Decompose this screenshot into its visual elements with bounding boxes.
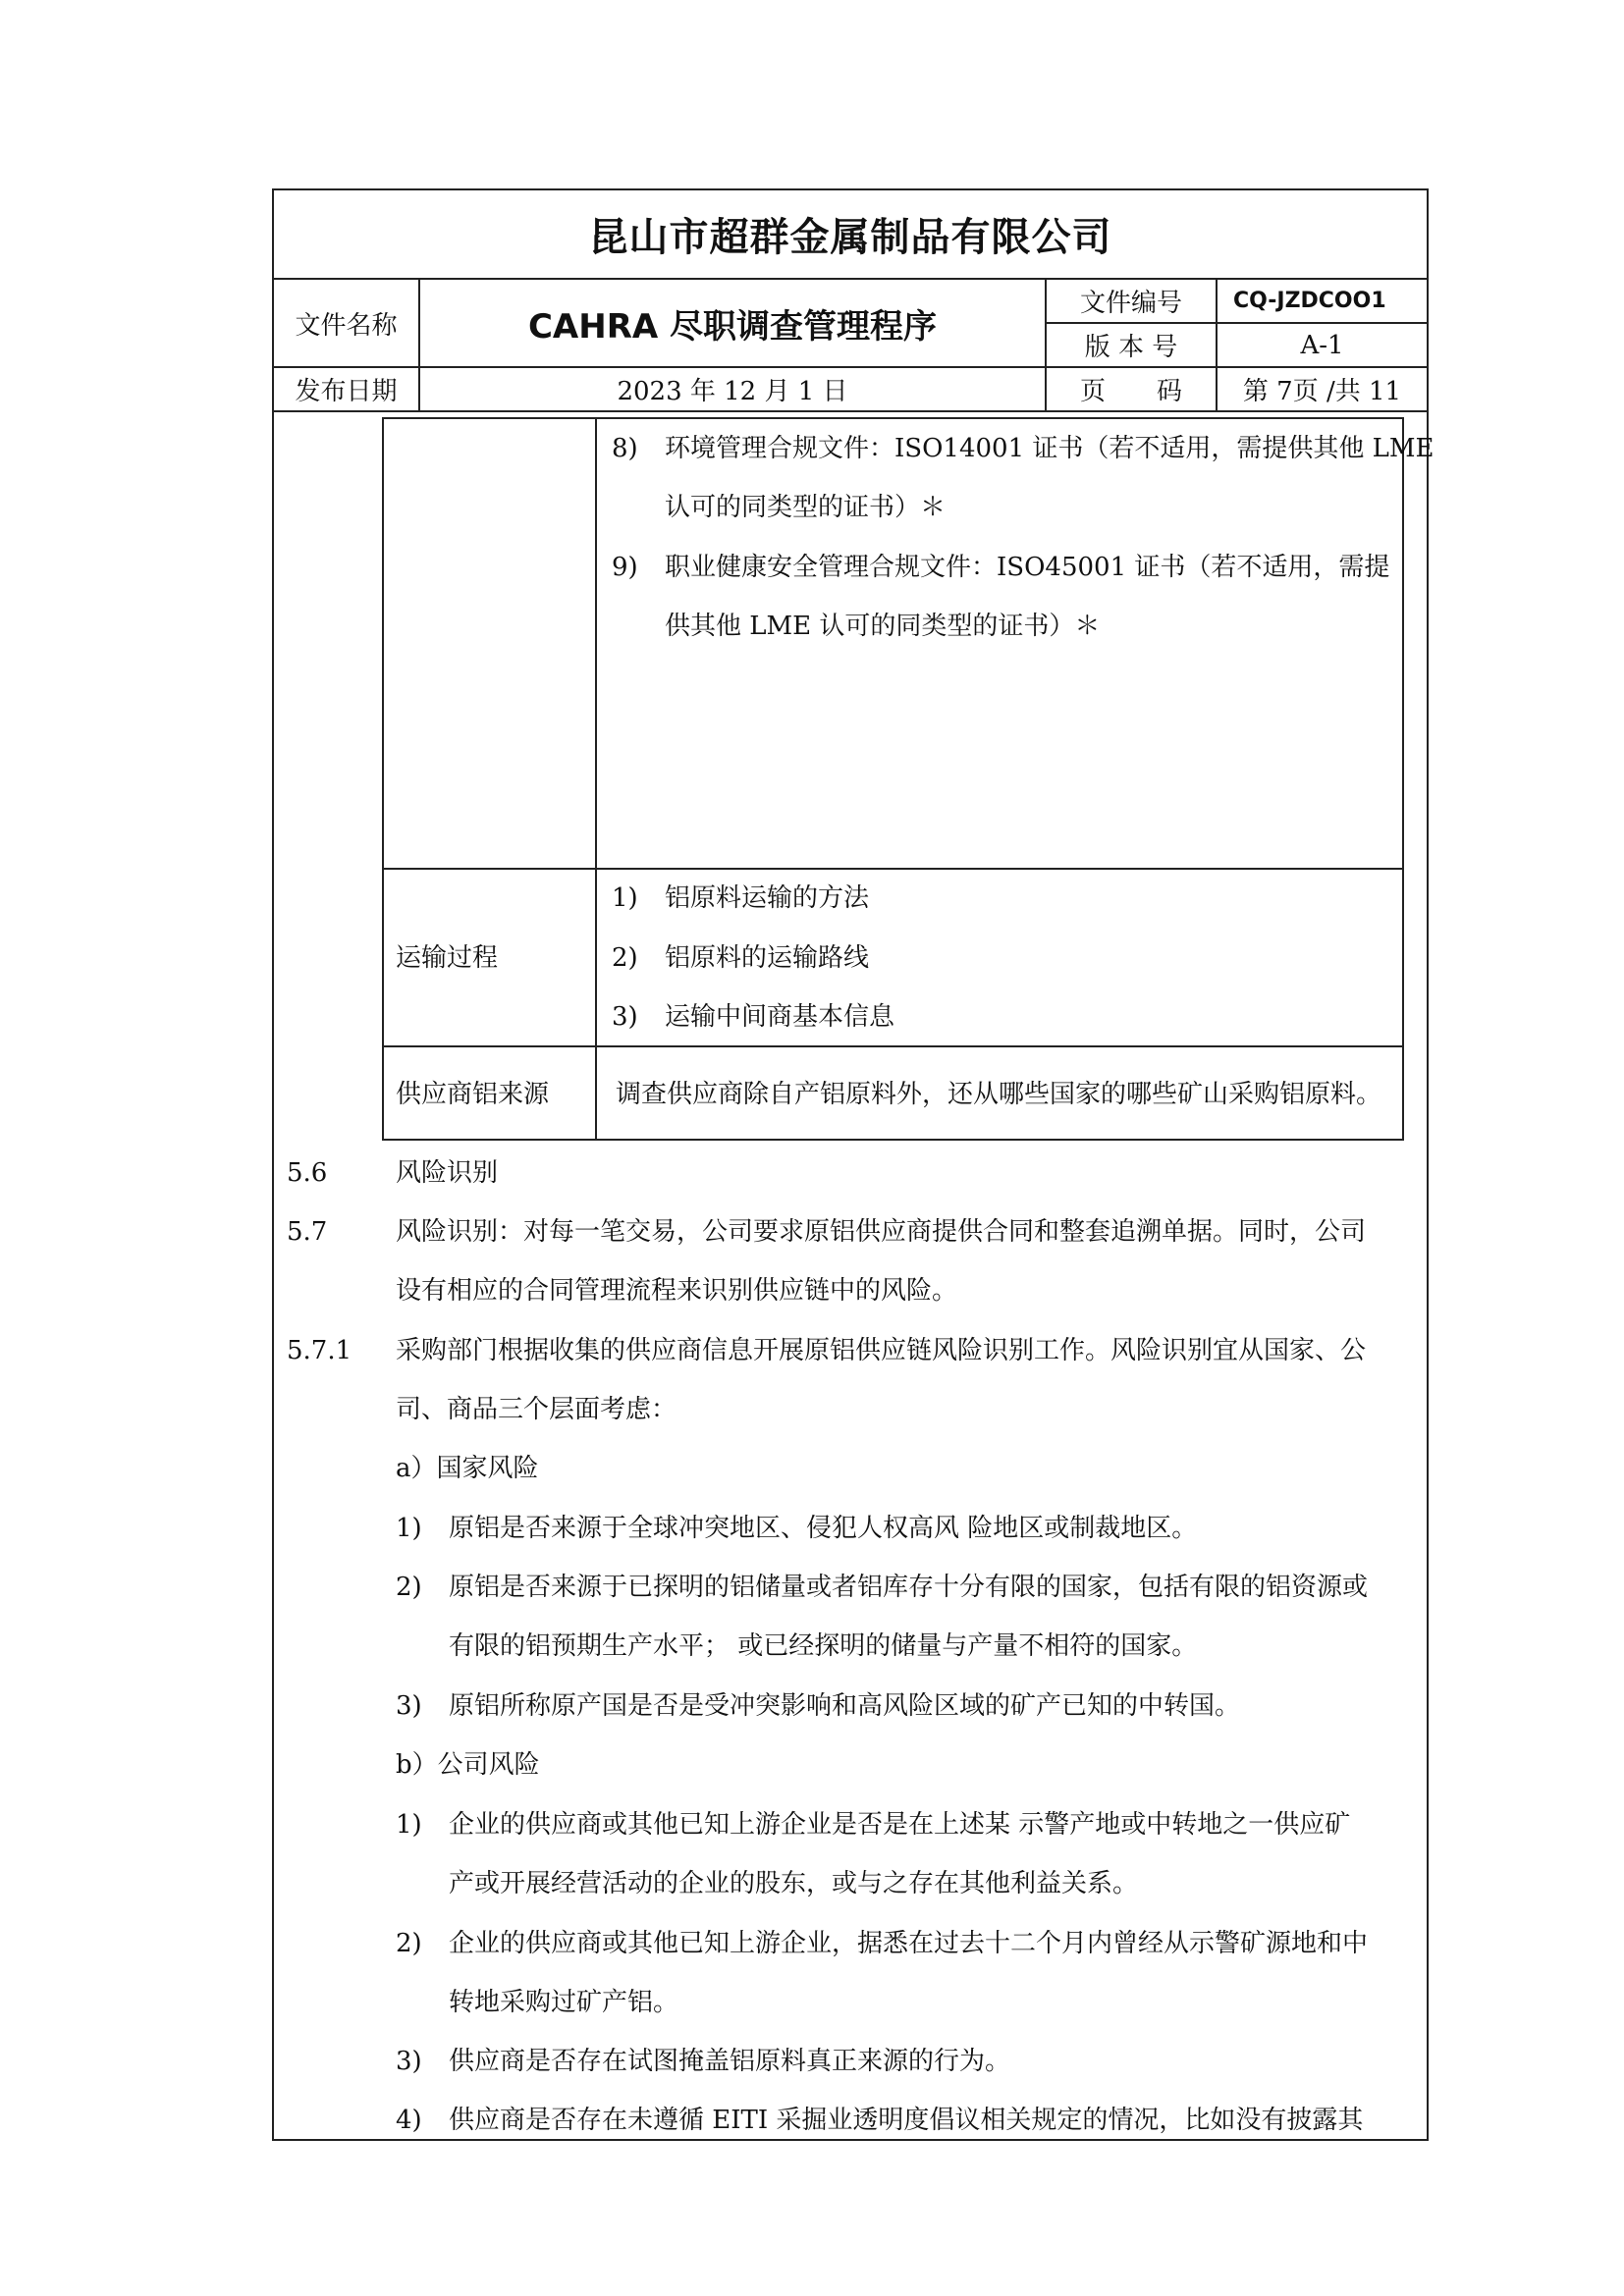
version-value: A-1 <box>1300 330 1344 360</box>
list-number: 2) <box>396 1929 422 1958</box>
list-item: 供应商是否存在试图掩盖铝原料真正来源的行为。 <box>449 2047 1011 2076</box>
section-number: 5.6 <box>287 1158 328 1188</box>
paragraph-line: 风险识别：对每一笔交易，公司要求原铝供应商提供合同和整套追溯单据。同时，公司 <box>396 1217 1367 1247</box>
list-number: 1) <box>396 1514 422 1543</box>
file-number: CQ-JZDCOO1 <box>1233 289 1386 313</box>
release-date-label: 发布日期 <box>295 377 398 406</box>
requirements-table <box>382 417 1404 1141</box>
company-name: 昆山市超群金属制品有限公司 <box>588 214 1112 260</box>
version-label: 版 本 号 <box>1084 333 1178 362</box>
file-name-label: 文件名称 <box>295 310 398 341</box>
list-item: 供应商是否存在未遵循 EITI 采掘业透明度倡议相关规定的情况，比如没有披露其 <box>449 2106 1364 2135</box>
list-number: 1) <box>396 1810 422 1840</box>
list-item: 有限的铝预期生产水平； 或已经探明的储量与产量不相符的国家。 <box>449 1631 1198 1661</box>
page-label: 页 码 <box>1079 377 1182 406</box>
list-item: 原铝所称原产国是否是受冲突影响和高风险区域的矿产已知的中转国。 <box>449 1691 1241 1721</box>
release-date: 2023 年 12 月 1 日 <box>617 377 848 406</box>
requirement-text: 供其他 LME 认可的同类型的证书）＊ <box>665 612 1101 641</box>
list-number: 3) <box>396 1691 422 1721</box>
list-number: 2) <box>396 1573 422 1602</box>
requirement-text: 职业健康安全管理合规文件：ISO45001 证书（若不适用，需提 <box>665 553 1390 582</box>
list-item: 原铝是否来源于已探明的铝储量或者铝库存十分有限的国家，包括有限的铝资源或 <box>449 1573 1369 1602</box>
header-divider <box>272 410 1429 412</box>
page-number: 第 7页 /共 11 <box>1242 377 1402 406</box>
table-divider <box>382 1045 1404 1047</box>
list-item: 企业的供应商或其他已知上游企业，据悉在过去十二个月内曾经从示警矿源地和中 <box>449 1929 1369 1958</box>
list-number: 3) <box>612 1002 638 1032</box>
transport-item: 铝原料的运输路线 <box>665 943 870 973</box>
list-item: 产或开展经营活动的企业的股东，或与之存在其他利益关系。 <box>449 1869 1139 1898</box>
list-number: 2) <box>612 943 638 973</box>
section-number: 5.7 <box>287 1217 328 1247</box>
list-number: 8) <box>612 434 638 463</box>
paragraph-line: 设有相应的合同管理流程来识别供应链中的风险。 <box>396 1276 958 1306</box>
requirement-text: 认可的同类型的证书）＊ <box>665 493 947 522</box>
paragraph-line: 采购部门根据收集的供应商信息开展原铝供应链风险识别工作。风险识别宜从国家、公 <box>396 1336 1367 1365</box>
subheading-company-risk: b）公司风险 <box>396 1750 540 1780</box>
requirement-text: 环境管理合规文件：ISO14001 证书（若不适用，需提供其他 LME <box>665 434 1435 463</box>
row-label-source: 供应商铝来源 <box>396 1080 550 1109</box>
list-number: 3) <box>396 2047 422 2076</box>
transport-item: 运输中间商基本信息 <box>665 1002 895 1032</box>
table-divider <box>382 868 1404 870</box>
list-number: 4) <box>396 2106 422 2135</box>
table-divider <box>595 417 597 1141</box>
transport-item: 铝原料运输的方法 <box>665 883 870 913</box>
section-number: 5.7.1 <box>287 1336 352 1365</box>
document-title: CAHRA 尽职调查管理程序 <box>527 306 938 347</box>
list-number: 1) <box>612 883 638 913</box>
list-item: 转地采购过矿产铝。 <box>449 1988 679 2017</box>
source-text: 调查供应商除自产铝原料外，还从哪些国家的哪些矿山采购铝原料。 <box>616 1080 1382 1109</box>
section-heading: 风险识别 <box>396 1158 499 1188</box>
file-number-label: 文件编号 <box>1079 289 1182 318</box>
list-number: 9) <box>612 553 638 582</box>
row-label-transport: 运输过程 <box>396 943 499 973</box>
subheading-country-risk: a）国家风险 <box>396 1454 539 1483</box>
list-item: 企业的供应商或其他已知上游企业是否是在上述某 示警产地或中转地之一供应矿 <box>449 1810 1351 1840</box>
list-item: 原铝是否来源于全球冲突地区、侵犯人权高风 险地区或制裁地区。 <box>449 1514 1198 1543</box>
paragraph-line: 司、商品三个层面考虑： <box>396 1395 677 1424</box>
